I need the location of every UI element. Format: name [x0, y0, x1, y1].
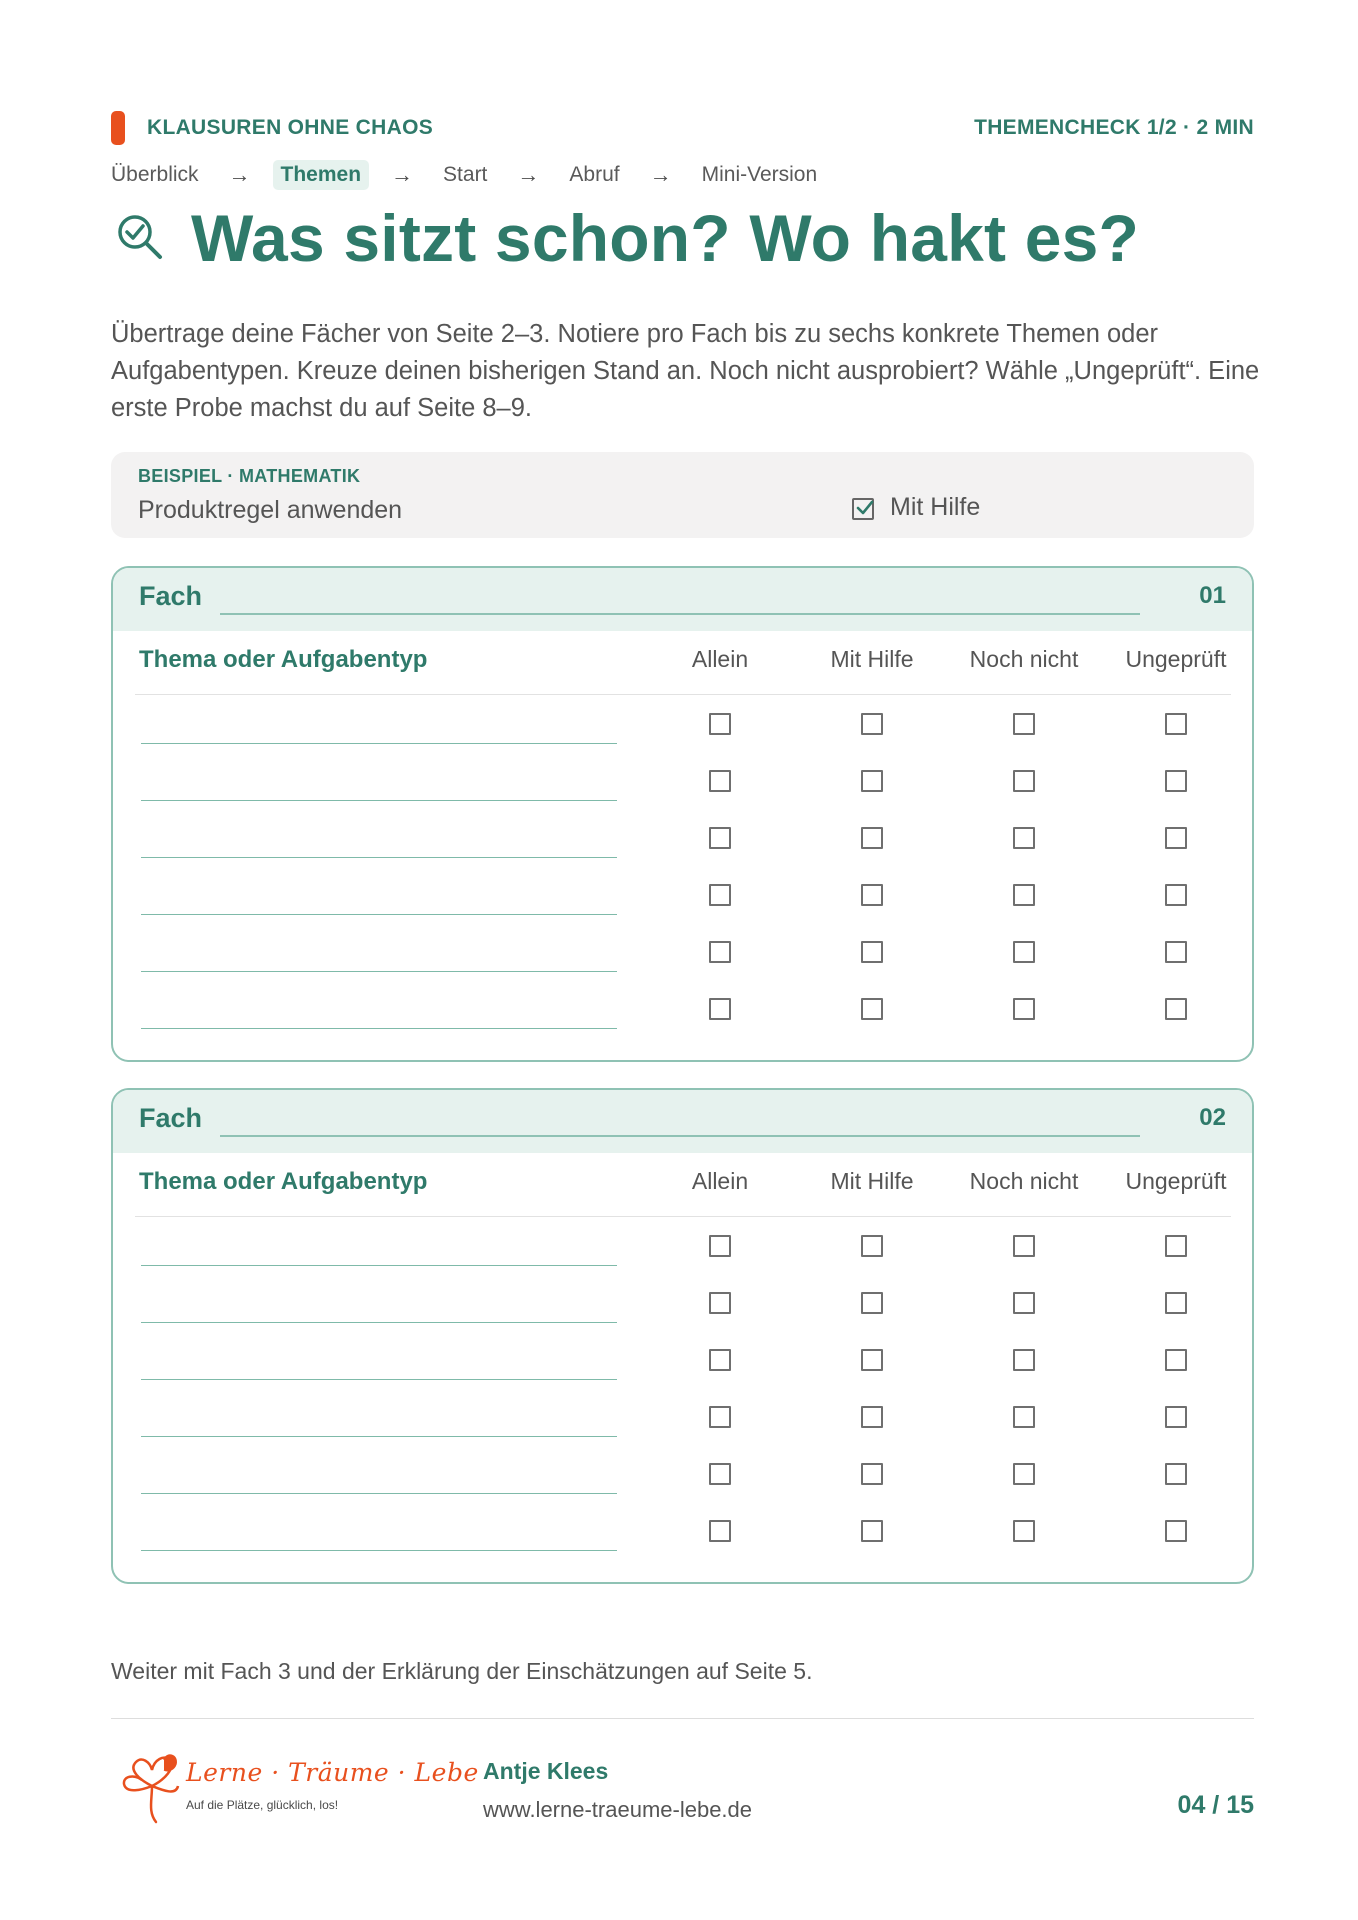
continue-note: Weiter mit Fach 3 und der Erklärung der Einschätzungen auf Seite 5.: [111, 1658, 813, 1684]
topic-input-line[interactable]: [141, 857, 617, 858]
checkbox-allein[interactable]: [709, 1349, 731, 1371]
topic-column-header: Thema oder Aufgabentyp: [139, 1168, 428, 1195]
checkbox-noch-nicht[interactable]: [1013, 1406, 1035, 1428]
breadcrumb-item-themen[interactable]: Themen: [273, 160, 370, 190]
checkbox-noch-nicht[interactable]: [1013, 1463, 1035, 1485]
checkbox-ungeprueft[interactable]: [1165, 1235, 1187, 1257]
breadcrumb-item-mini-version[interactable]: Mini-Version: [701, 163, 818, 186]
checkbox-mit-hilfe[interactable]: [861, 1406, 883, 1428]
example-status: Mit Hilfe: [890, 493, 981, 521]
subject-number: 02: [1199, 1104, 1226, 1131]
brand-title: KLAUSUREN OHNE CHAOS: [147, 116, 434, 139]
topic-input-line[interactable]: [141, 1493, 617, 1494]
checkbox-noch-nicht[interactable]: [1013, 1292, 1035, 1314]
checkbox-noch-nicht[interactable]: [1013, 770, 1035, 792]
checkbox-mit-hilfe[interactable]: [861, 998, 883, 1020]
topic-column-header: Thema oder Aufgabentyp: [139, 646, 428, 673]
checkbox-allein[interactable]: [709, 941, 731, 963]
magnifier-check-icon: [113, 210, 169, 266]
footer-divider: [111, 1718, 1254, 1719]
checkbox-mit-hilfe[interactable]: [861, 1292, 883, 1314]
website-link[interactable]: www.lerne-traeume-lebe.de: [483, 1797, 753, 1822]
clover-logo-icon: [118, 1750, 188, 1826]
checkbox-allein[interactable]: [709, 1463, 731, 1485]
checkbox-ungeprueft[interactable]: [1165, 770, 1187, 792]
checkbox-ungeprueft[interactable]: [1165, 998, 1187, 1020]
topic-input-line[interactable]: [141, 1265, 617, 1266]
checkbox-allein[interactable]: [709, 998, 731, 1020]
arrow-right-icon: →: [391, 162, 414, 187]
checkbox-ungeprueft[interactable]: [1165, 941, 1187, 963]
column-header-allein: Allein: [691, 1168, 749, 1194]
checkbox-mit-hilfe[interactable]: [861, 713, 883, 735]
topic-input-line[interactable]: [141, 971, 617, 972]
topic-input-line[interactable]: [141, 914, 617, 915]
example-checkbox-checked: [852, 498, 874, 520]
checkbox-mit-hilfe[interactable]: [861, 1520, 883, 1542]
checkbox-noch-nicht[interactable]: [1013, 713, 1035, 735]
checkbox-ungeprueft[interactable]: [1165, 1292, 1187, 1314]
arrow-right-icon: →: [517, 162, 540, 187]
subject-name-field[interactable]: [220, 613, 1140, 615]
subject-card-02: [111, 1088, 1254, 1584]
breadcrumb: [111, 158, 825, 192]
topic-input-line[interactable]: [141, 1436, 617, 1437]
example-label: BEISPIEL · MATHEMATIK: [138, 466, 361, 486]
checkbox-ungeprueft[interactable]: [1165, 1463, 1187, 1485]
checkbox-mit-hilfe[interactable]: [861, 941, 883, 963]
checkbox-allein[interactable]: [709, 713, 731, 735]
topic-check-label: THEMENCHECK 1/2 · 2 MIN: [974, 116, 1254, 139]
brand-logo: [118, 1750, 479, 1826]
header-divider: [135, 694, 1231, 695]
checkbox-allein[interactable]: [709, 1406, 731, 1428]
checkbox-mit-hilfe[interactable]: [861, 770, 883, 792]
subject-label: Fach: [139, 581, 203, 611]
top-bar: [111, 108, 1254, 148]
checkbox-mit-hilfe[interactable]: [861, 1463, 883, 1485]
checkbox-allein[interactable]: [709, 827, 731, 849]
checkbox-noch-nicht[interactable]: [1013, 1349, 1035, 1371]
checkbox-noch-nicht[interactable]: [1013, 998, 1035, 1020]
column-header-mit-hilfe: Mit Hilfe: [830, 646, 914, 672]
checkbox-noch-nicht[interactable]: [1013, 827, 1035, 849]
checkbox-allein[interactable]: [709, 1292, 731, 1314]
checkbox-ungeprueft[interactable]: [1165, 1406, 1187, 1428]
logo-tagline: Auf die Plätze, glücklich, los!: [186, 1798, 339, 1812]
column-header-mit-hilfe: Mit Hilfe: [830, 1168, 914, 1194]
checkbox-mit-hilfe[interactable]: [861, 827, 883, 849]
breadcrumb-item-ueberblick[interactable]: Überblick: [111, 163, 199, 186]
topic-input-line[interactable]: [141, 800, 617, 801]
example-topic: Produktregel anwenden: [138, 496, 403, 524]
subject-header: [113, 568, 1252, 631]
checkbox-allein[interactable]: [709, 1235, 731, 1257]
checkbox-noch-nicht[interactable]: [1013, 1235, 1035, 1257]
arrow-right-icon: →: [228, 162, 251, 187]
checkbox-noch-nicht[interactable]: [1013, 884, 1035, 906]
header-divider: [135, 1216, 1231, 1217]
checkbox-mit-hilfe[interactable]: [861, 884, 883, 906]
checkbox-allein[interactable]: [709, 1520, 731, 1542]
checkbox-allein[interactable]: [709, 770, 731, 792]
breadcrumb-item-start[interactable]: Start: [443, 163, 488, 186]
column-header-noch-nicht: Noch nicht: [969, 1168, 1079, 1194]
example-box: [111, 452, 1254, 538]
intro-text: Übertrage deine Fächer von Seite 2–3. Notiere pro Fach bis zu sechs konkrete Themen oder Aufgabentypen. Kreuze deinen bisherigen Stand an. Noch nicht ausprobiert? Wähle „Ungeprüft“. Eine erste Probe machst du auf Seite 8–9.: [111, 320, 1260, 422]
checkbox-mit-hilfe[interactable]: [861, 1349, 883, 1371]
checkmark-icon: [855, 498, 875, 518]
subject-number: 01: [1199, 582, 1226, 609]
column-header-allein: Allein: [691, 646, 749, 672]
subject-name-field[interactable]: [220, 1135, 1140, 1137]
page-title: Was sitzt schon? Wo hakt es?: [191, 201, 1140, 275]
column-header-noch-nicht: Noch nicht: [969, 646, 1079, 672]
topic-input-line[interactable]: [141, 1550, 617, 1551]
checkbox-ungeprueft[interactable]: [1165, 1349, 1187, 1371]
page-number: 04 / 15: [1177, 1791, 1254, 1819]
topic-input-line[interactable]: [141, 743, 617, 744]
checkbox-mit-hilfe[interactable]: [861, 1235, 883, 1257]
subject-card-01: [111, 566, 1254, 1062]
column-header-ungeprueft: Ungeprüft: [1125, 1168, 1227, 1194]
checkbox-ungeprueft[interactable]: [1165, 713, 1187, 735]
breadcrumb-item-abruf[interactable]: Abruf: [569, 163, 620, 186]
checkbox-ungeprueft[interactable]: [1165, 884, 1187, 906]
checkbox-allein[interactable]: [709, 884, 731, 906]
checkbox-noch-nicht[interactable]: [1013, 1520, 1035, 1542]
checkbox-noch-nicht[interactable]: [1013, 941, 1035, 963]
checkbox-ungeprueft[interactable]: [1165, 827, 1187, 849]
subject-header: [113, 1090, 1252, 1153]
brand-marker: [111, 111, 125, 145]
title-row: [111, 198, 1139, 278]
arrow-right-icon: →: [649, 162, 672, 187]
subject-label: Fach: [139, 1103, 203, 1133]
topic-input-line[interactable]: [141, 1379, 617, 1380]
topic-input-line[interactable]: [141, 1028, 617, 1029]
topic-input-line[interactable]: [141, 1322, 617, 1323]
checkbox-ungeprueft[interactable]: [1165, 1520, 1187, 1542]
column-header-ungeprueft: Ungeprüft: [1125, 646, 1227, 672]
logo-wordmark: Lerne · Träume · Lebe: [186, 1758, 479, 1787]
author-name: Antje Klees: [483, 1758, 609, 1784]
